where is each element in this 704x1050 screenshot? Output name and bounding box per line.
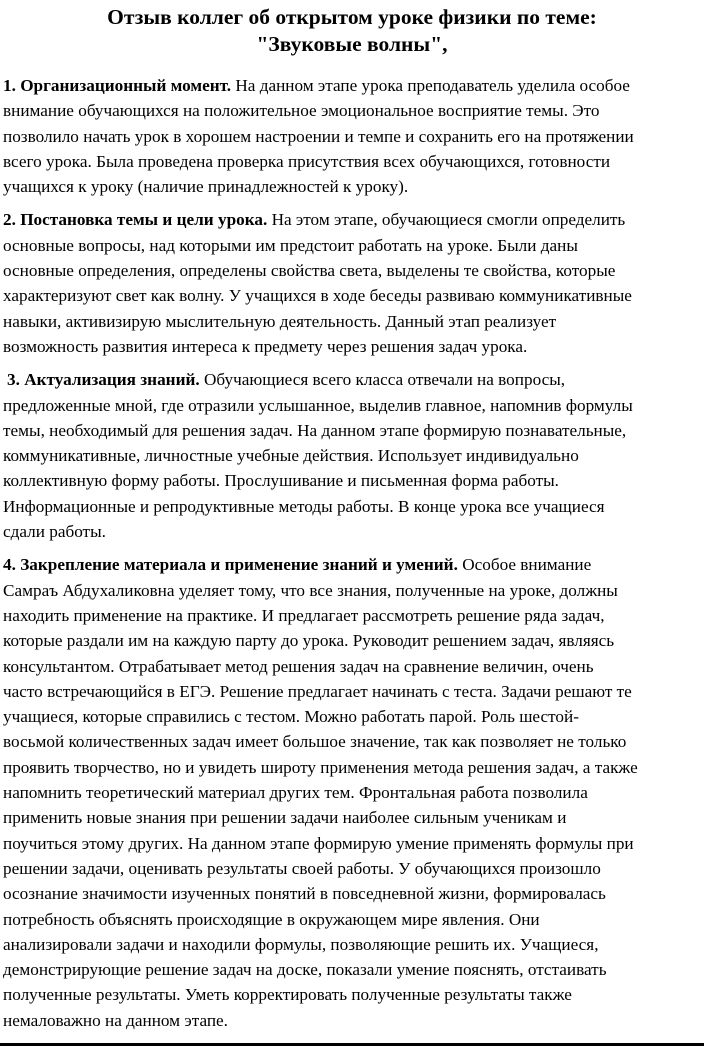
paragraph-line: Самраъ Абдухаликовна уделяет тому, что все знания, полученные на уроке, должны xyxy=(3,580,618,600)
title-line-2: "Звуковые волны", xyxy=(256,32,448,56)
section-heading: 3. Актуализация знаний. xyxy=(7,370,200,390)
paragraph-line: позволило начать урок в хорошем настроении и темпе и сохранить его на протяжении xyxy=(3,126,634,146)
paragraph-line: коллективную форму работы. Прослушивание и письменная форма работы. xyxy=(3,471,559,491)
paragraph-line: предложенные мной, где отразили услышанное, выделив главное, напомнив формулы xyxy=(3,395,633,415)
paragraph-line: демонстрирующие решение задач на доске, показали умение пояснять, отстаивать xyxy=(3,960,607,980)
paragraph-line: анализировали задачи и находили формулы, позволяющие решить их. Учащиеся, xyxy=(3,934,599,954)
paragraph-line: часто встречающийся в ЕГЭ. Решение предлагает начинать с теста. Задачи решают те xyxy=(3,681,632,701)
paragraph-line: темы, необходимый для решения задач. На данном этапе формирую познавательные, xyxy=(3,420,627,440)
paragraph-line: консультантом. Отрабатывает метод решения задач на сравнение величин, очень xyxy=(3,656,594,676)
section-heading: 4. Закрепление материала и применение знаний и умений. xyxy=(3,555,458,575)
paragraph-line: учащихся к уроку (наличие принадлежностей к уроку). xyxy=(3,177,409,197)
paragraph-line: характеризуют свет как волну. У учащихся в ходе беседы развиваю коммуникативные xyxy=(3,286,632,306)
paragraph-line: осознание значимости изученных понятий в повседневной жизни, формировалась xyxy=(3,884,606,904)
paragraph-line: сдали работы. xyxy=(3,522,106,542)
section-consolidation xyxy=(3,552,703,1033)
paragraph-line: полученные результаты. Уметь корректировать полученные результаты также xyxy=(3,985,572,1005)
section-topic-and-goals xyxy=(3,207,703,359)
paragraph-line: основные вопросы, над которыми им предстоит работать на уроке. Были даны xyxy=(3,235,578,255)
paragraph-line: навыки, активизирую мыслительную деятельность. Данный этап реализует xyxy=(3,311,557,331)
paragraph-line: немаловажно на данном этапе. xyxy=(3,1010,228,1030)
paragraph-line: На данном этапе урока преподаватель уделила особое xyxy=(231,76,630,95)
paragraph-line: напомнить теоретический материал других тем. Фронтальная работа позволила xyxy=(3,783,588,803)
paragraph-line: учащиеся, которые справились с тестом. Можно работать парой. Роль шестой- xyxy=(3,707,579,727)
paragraph-line: коммуникативные, личностные учебные действия. Использует индивидуально xyxy=(3,446,579,466)
paragraph-line: которые раздали им на каждую парту до урока. Руководит решением задач, являясь xyxy=(3,631,615,651)
paragraph-line: применить новые знания при решении задачи наиболее сильным ученикам и xyxy=(3,808,567,828)
document-body xyxy=(3,73,703,1041)
section-heading: 2. Постановка темы и цели урока. xyxy=(3,210,268,230)
paragraph-line: Обучающиеся всего класса отвечали на вопросы, xyxy=(199,370,566,390)
paragraph-line: находить применение на практике. И предлагает рассмотреть решение ряда задач, xyxy=(3,605,605,625)
paragraph-line: основные определения, определены свойства света, выделены те свойства, которые xyxy=(3,261,616,281)
section-heading: 1. Организационный момент. xyxy=(3,76,232,95)
document-title xyxy=(0,4,704,58)
paragraph-line: восьмой количественных задач имеет большое значение, так как позволяет не только xyxy=(3,732,627,752)
section-knowledge-actualization xyxy=(3,367,703,544)
bottom-divider xyxy=(0,1043,704,1046)
paragraph-line: проявить творчество, но и увидеть широту применения метода решения задач, а также xyxy=(3,757,638,777)
paragraph-line: Информационные и репродуктивные методы работы. В конце урока все учащиеся xyxy=(3,496,605,516)
paragraph-line: внимание обучающихся на положительное эмоциональное восприятие темы. Это xyxy=(3,101,600,121)
paragraph-line: решении задачи, оценивать результаты своей работы. У обучающихся произошло xyxy=(3,858,601,878)
paragraph-line: возможность развития интереса к предмету через решения задач урока. xyxy=(3,336,528,356)
paragraph-line: Особое внимание xyxy=(457,555,592,575)
paragraph-line: потребность объяснять происходящие в окружающем мире явления. Они xyxy=(3,909,540,929)
paragraph-line: На этом этапе, обучающиеся смогли определить xyxy=(267,210,626,230)
section-organizational-moment xyxy=(3,73,703,199)
title-line-1: Отзыв коллег об открытом уроке физики по теме: xyxy=(107,5,597,29)
paragraph-line: всего урока. Была проведена проверка присутствия всех обучающихся, готовности xyxy=(3,151,611,171)
paragraph-line: поучиться этому других. На данном этапе формирую умение применять формулы при xyxy=(3,833,634,853)
